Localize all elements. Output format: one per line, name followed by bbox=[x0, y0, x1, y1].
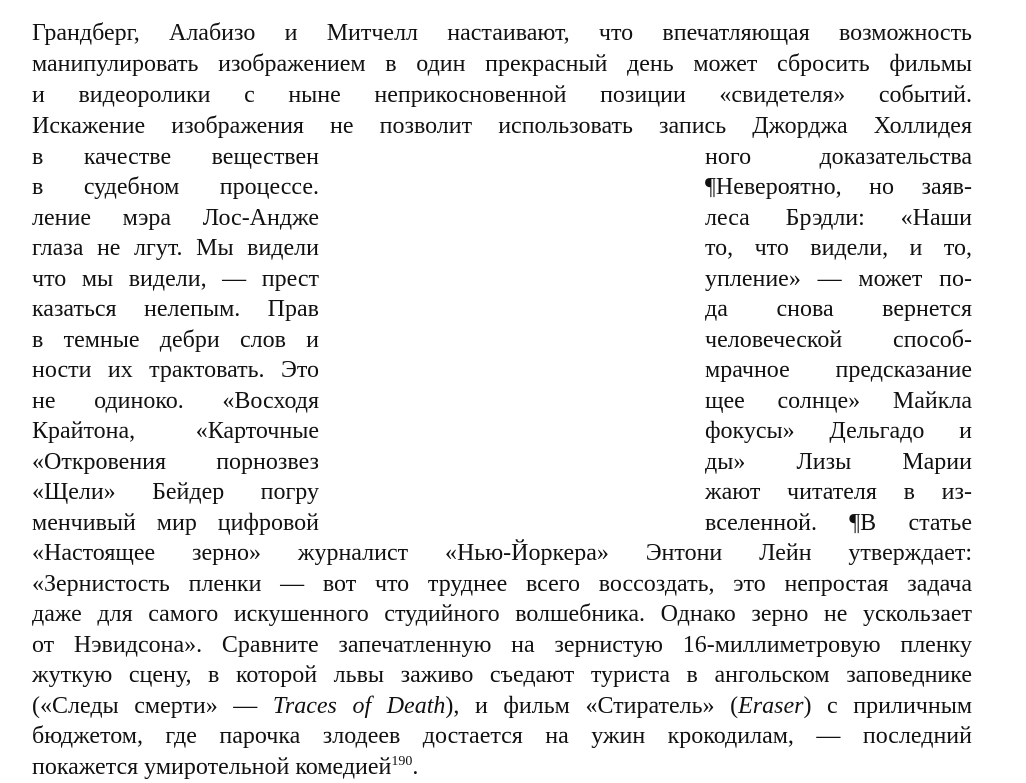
text-line: жуткую сцену, в которой львы заживо съедают туриста в ангольском заповеднике bbox=[32, 662, 972, 688]
text-line: бюджетом, где парочка злодеев достается на ужин крокодилам, — последний bbox=[32, 723, 972, 749]
text-line: и видеоролики с ныне неприкосновенной позиции «свидетеля» событий. bbox=[32, 82, 972, 108]
text-fragment: . bbox=[412, 754, 419, 780]
footnote-reference: 190 bbox=[391, 754, 413, 769]
left-column-line: глаза не лгут. Мы видели bbox=[32, 235, 319, 261]
left-column-line: ности их трактовать. Это bbox=[32, 357, 319, 383]
right-column-line: леса Брэдли: «Наши bbox=[705, 205, 972, 231]
text-line: даже для самого искушенного студийного волшебника. Однако зерно не ускользает bbox=[32, 601, 972, 627]
left-column-line: «Щели» Бейдер погру bbox=[32, 479, 319, 505]
left-column-line: в качестве веществен bbox=[32, 144, 319, 170]
right-column-line: щее солнце» Майкла bbox=[705, 388, 972, 414]
right-column-line: ды» Лизы Марии bbox=[705, 449, 972, 475]
text-line: манипулировать изображением в один прекрасный день может сбросить фильмы bbox=[32, 51, 972, 77]
left-column-line: Крайтона, «Карточные bbox=[32, 418, 319, 444]
left-column-line: в судебном процессе. bbox=[32, 174, 319, 200]
text-line: от Нэвидсона». Сравните запечатленную на зернистую 16-миллиметровую пленку bbox=[32, 632, 972, 658]
right-column-line: ного доказательства bbox=[705, 144, 972, 170]
right-column-line: то, что видели, и то, bbox=[705, 235, 972, 261]
left-column-line: что мы видели, — прест bbox=[32, 266, 319, 292]
text-line-traces-of-death bbox=[32, 691, 972, 722]
text-line: Искажение изображения не позволит использовать запись Джорджа Холлидея bbox=[32, 113, 972, 139]
left-column-line: ление мэра Лос-Андже bbox=[32, 205, 319, 231]
left-column-line: не одиноко. «Восходя bbox=[32, 388, 319, 414]
left-column-line: менчивый мир цифровой bbox=[32, 510, 319, 536]
italic-title-eraser: Eraser bbox=[738, 693, 804, 719]
text-fragment: ), и фильм «Стиратель» ( bbox=[445, 693, 739, 719]
right-column-line: фокусы» Дельгадо и bbox=[705, 418, 972, 444]
right-column-line: упление» — может по- bbox=[705, 266, 972, 292]
text-fragment: ) с приличным bbox=[803, 693, 973, 719]
left-column-line: казаться нелепым. Прав bbox=[32, 296, 319, 322]
text-line-final bbox=[32, 752, 972, 783]
text-line: «Настоящее зерно» журналист «Нью-Йоркера» Энтони Лейн утверждает: bbox=[32, 540, 972, 566]
text-fragment: («Следы смерти» — bbox=[32, 693, 273, 719]
right-column-line: жают читателя в из- bbox=[705, 479, 972, 505]
right-column-line: ¶Невероятно, но заяв- bbox=[705, 174, 972, 200]
text-line: Грандберг, Алабизо и Митчелл настаивают, что впечатляющая возможность bbox=[32, 20, 972, 46]
left-column-line: в темные дебри слов и bbox=[32, 327, 319, 353]
right-column-line: мрачное предсказание bbox=[705, 357, 972, 383]
right-column-line: человеческой способ- bbox=[705, 327, 972, 353]
text-fragment: покажется умиротельной комедией bbox=[32, 754, 392, 780]
right-column-line: вселенной. ¶В статье bbox=[705, 510, 972, 536]
left-column-line: «Откровения порнозвез bbox=[32, 449, 319, 475]
italic-title-traces-of-death: Traces of Death bbox=[272, 693, 446, 719]
right-column-line: да снова вернется bbox=[705, 296, 972, 322]
text-line: «Зернистость пленки — вот что труднее всего воссоздать, это непростая задача bbox=[32, 571, 972, 597]
